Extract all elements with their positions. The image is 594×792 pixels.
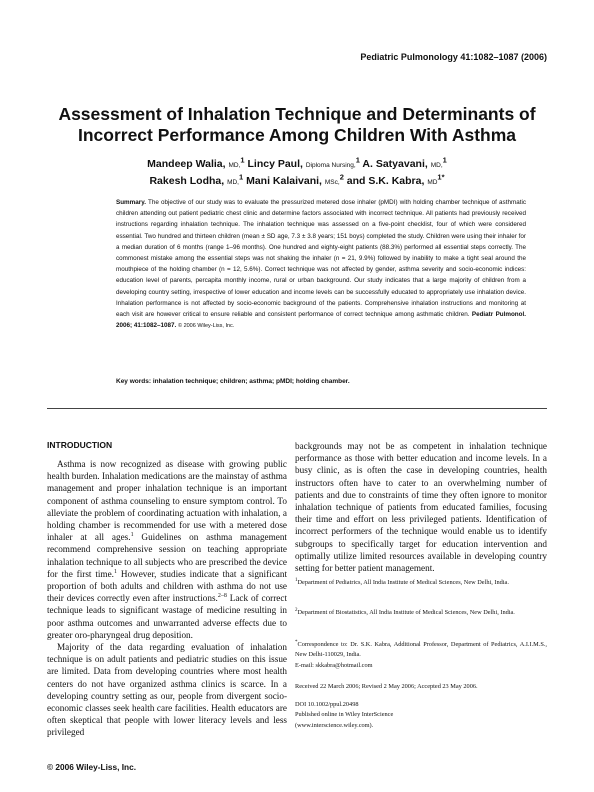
footer-copyright: © 2006 Wiley-Liss, Inc. xyxy=(47,762,137,772)
correspondence-email: E-mail: skkabra@hotmail.com xyxy=(295,661,373,669)
footnote-affiliation-1: $^1$Department of Pediatrics, All India Institute of Medical Sciences, New Delhi, India. xyxy=(295,577,509,586)
abstract-copyright: © 2006 Wiley-Liss, Inc. xyxy=(177,323,235,330)
doi: DOI 10.1002/ppul.20498 xyxy=(295,701,359,708)
title-line-2: Incorrect Performance Among Children With Asthma xyxy=(77,125,517,145)
abstract-body: The objective of our study was to evaluate the pressurized metered dose inhaler (pMDI) with holding chamber technique of asthmatic children attending out patient pediatric chest clinic and determine factors associated with incorrect technique. All patients had previously received instructions regarding inhalation technique. The inhalation technique was assessed on a five-point checklist, four of which were considered essential. Two hundred and thirteen children (mean ± SD age, 7.3 ± 3.8 years; 151 boys) completed the study. Children were using their inhaler for a median duration of 6 months (range 1–96 months). One hundred and eighty-eight patients (88.3%) performed all essential steps correctly. The commonest mistake among the essential steps was not shaking the inhaler (n = 21, 9.9%) followed by inability to make a tight seal around the mouthpiece of the holding chamber (n = 12, 5.6%). Correct technique was not affected by gender, asthma severity and socio-economic indices: education level of parents, percapita monthly income, rural or urban background. Our study indicates that a large majority of children from a developing country setting, irrespective of lower education and income levels can be successfully educated to appropriately use inhalation device. Inhalation performance is not affected by socio-economic background of the patients. Comprehensive inhalation instructions and monitoring at each visit are however critical to ensure reliable and consistent performance of correct technique among asthmatic children. xyxy=(116,199,527,319)
author-list xyxy=(90,157,504,190)
abstract xyxy=(116,197,526,332)
author: Mani Kalaivani, MSc,$^2$ xyxy=(246,172,344,187)
author: A. Satyavani, MD,$^1$ xyxy=(362,155,447,170)
author: and S.K. Kabra, $MD^{1*}$ xyxy=(346,172,445,187)
publisher-url: (www.interscience.wiley.com). xyxy=(295,721,374,729)
author: Mandeep Walia, MD,$^1$ xyxy=(147,155,245,170)
intro-paragraph-continued: backgrounds may not be as competent in inhalation technique performance as those with better education and income levels. In a busy clinic, as is often the case in developing countries, health instructors often have to cater to an overwhelming number of patients and due to constraints of time they often ignore to monitor inhalation technique of patients from educated families, focusing their time and effort on less privileged patients. Identification of incorrect performers of the technique would enable us to identify subgroups to specifically target for education intervention and optimally utilize limited resources available in developing country setting for better patient management. xyxy=(295,441,547,574)
title-line-1: Assessment of Inhalation Technique and Determinants of xyxy=(58,104,536,124)
section-heading-introduction: INTRODUCTION xyxy=(47,440,113,450)
footnote-received-dates: Received 22 March 2006; Revised 2 May 2006; Accepted 23 May 2006. xyxy=(295,683,478,690)
author: Lincy Paul, Diploma Nursing,$^1$ xyxy=(247,155,360,170)
left-column xyxy=(47,458,287,739)
footnote-correspondence: *Correspondence to: Dr. S.K. Kabra, Additional Professor, Department of Pediatrics, A.I.I.M.S., New Delhi-110029, India. E-mail: skkabra@hotmail.com xyxy=(295,639,547,669)
article-title xyxy=(0,104,594,146)
section-divider xyxy=(47,408,547,409)
footnote-affiliation-2: $^2$Department of Biostatistics, All India Institute of Medical Sciences, New Delhi, India. xyxy=(295,607,515,616)
footnote-publication-info: DOI 10.1002/ppul.20498 Published online in Wiley InterScience (www.interscience.wiley.com). xyxy=(295,701,394,729)
intro-paragraph-1: Asthma is now recognized as disease with growing public health burden. Inhalation medications are the mainstay of asthma management and proper inhalation technique is an important component of asthma counseling to ensure symptom control. To alleviate the problem of coordinating actuation with inhalation, a holding chamber is recommended for use with a metered dose inhaler at all ages.$^1$ Guidelines on asthma management recommend comprehensive session on teaching appropriate inhalation technique to all subjects who are prescribed the device for the first time.$^1$ However, studies indicate that a significant proportion of both adults and children with asthma do not use their devices correctly even after instructions.$^{2-8}$ Lack of correct technique leads to significant wastage of medicine resulting in poor asthma outcomes and unwarranted adverse effects due to greater oro-pharyngeal drug deposition. xyxy=(47,459,288,640)
intro-paragraph-2: Majority of the data regarding evaluation of inhalation technique is on adult patients and pediatric studies on this issue are limited. Data from developing countries where most health centers do not have organized asthma clinics is scarce. In a developing country setting as our, people from divergent socio-economic classes seek health care facilities. Health educators are often skeptical that people with lower literacy levels and less privileged xyxy=(47,642,287,738)
right-column xyxy=(295,440,547,574)
author: Rakesh Lodha, MD,$^1$ xyxy=(149,172,244,187)
abstract-label: Summary. xyxy=(116,199,146,206)
keywords: Key words: inhalation technique; children; asthma; pMDI; holding chamber. xyxy=(116,378,350,385)
journal-citation-header: Pediatric Pulmonology 41:1082–1087 (2006) xyxy=(360,52,547,62)
abstract-citation: Pediatr Pulmonol. 2006; 41:1082–1087. xyxy=(116,311,526,330)
